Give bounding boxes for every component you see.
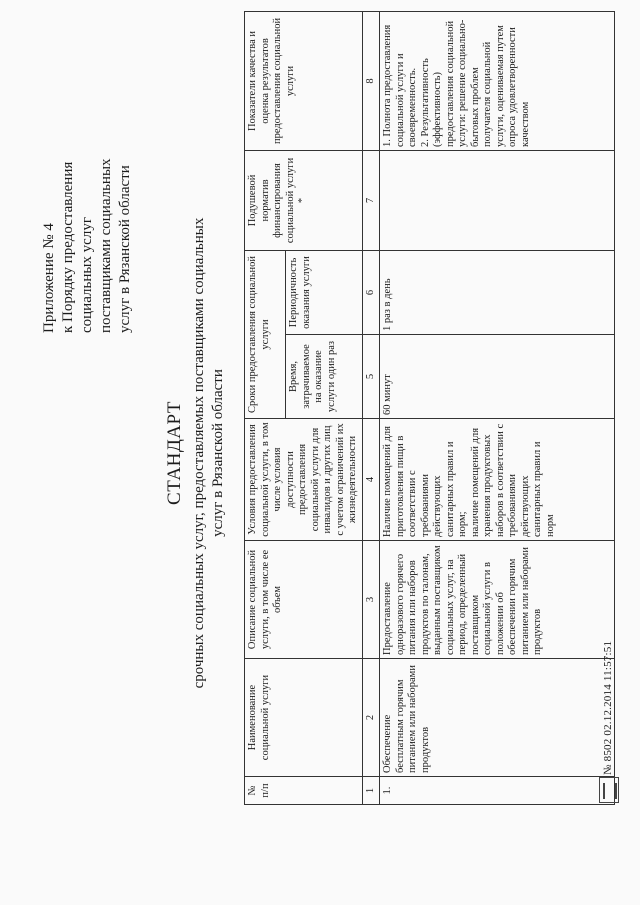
appendix-line: услуг в Рязанской области [117,165,133,333]
row-quality: 1. Полнота предоставления социальной услуги и своевременность. 2. Результативность (эффективность) предоставления социальной услуги: решение социально-бытовых проблем получателя социальной услуги, оцениваемая путем опроса удовлетворенности качеством [380,11,615,150]
header-description: Описание социальной услуги, в том числе ее объем [245,541,363,659]
rotated-landscape-sheet [12,13,632,893]
header-time: Время, затрачиваемое на оказание услуги один раз [286,335,362,419]
column-number: 1 [362,777,380,805]
registration-stamp: № 8502 02.12.2014 11:57:51 [602,640,614,775]
subtitle-line: срочных социальных услуг, предоставляемых поставщиками социальных [191,217,207,689]
table-row [380,11,615,804]
column-number: 4 [362,419,380,541]
document-subtitle [190,13,228,893]
registry-logo-icon [599,777,619,803]
column-number: 3 [362,541,380,659]
row-num: 1. [380,777,615,805]
row-service-name: Обеспечение бесплатным горячим питанием или наборами продуктов [380,659,615,777]
appendix-line: поставщиками социальных [98,158,114,333]
column-number: 6 [362,250,380,334]
appendix-header [40,33,135,333]
header-quality: Показатели качества и оценка результатов предоставления социальной услуги [245,11,363,150]
standard-table [244,11,615,805]
header-terms-group: Сроки предоставления социальной услуги [245,250,286,418]
row-periodicity: 1 раз в день [380,250,615,334]
row-description: Предоставление одноразового горячего питания или наборов продуктов по талонам, выданным поставщиком социальных услуг, на период, определенный поставщиком социальной услуги в положении об обеспечении горячим питанием или наборами продуктов [380,541,615,659]
row-conditions: Наличие помещений для приготовления пищи в соответствии с требованиями действующих санитарных правил и норм; наличие помещений для хранения продуктовых наборов в соответствии с требованиями действующих санитарных правил и норм [380,419,615,541]
column-number: 7 [362,150,380,250]
header-row [245,11,286,804]
column-number: 2 [362,659,380,777]
column-number: 5 [362,335,380,419]
subtitle-line: услуг в Рязанской области [210,369,226,537]
header-periodicity: Периодичность оказания услуги [286,250,362,334]
header-name: Наименование социальной услуги [245,659,363,777]
document-title: СТАНДАРТ [164,401,185,505]
row-norm [380,150,615,250]
appendix-line: социальных услуг [79,217,95,333]
row-time: 60 минут [380,335,615,419]
column-number-row [362,11,380,804]
header-conditions: Условия предоставления социальной услуги, в том числе условия доступности предоставления социальной услуги для инвалидов и других лиц с учетом ограничений их жизнедеятельности [245,419,363,541]
appendix-line: Приложение № 4 [41,223,57,333]
header-num: № п/п [245,777,363,805]
appendix-line: к Порядку предоставления [60,161,76,333]
column-number: 8 [362,11,380,150]
header-norm: Подушевой норматив финансирования социальной услуги * [245,150,363,250]
